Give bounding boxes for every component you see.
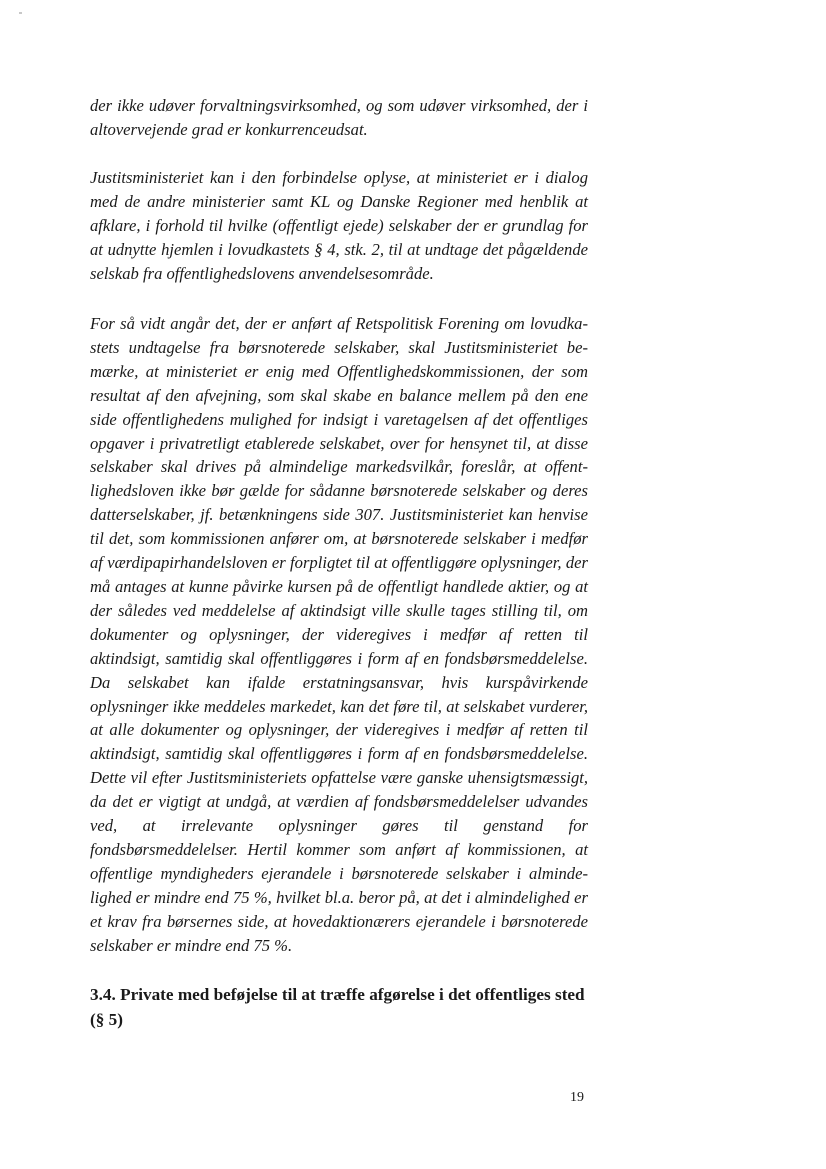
- paragraph-3: For så vidt angår det, der er anført af Retspolitisk Forening om lovudkastets undtagelse fra børsnoterede selskaber, skal Justitsministeriet bemærke, at ministeriet er enig med Offentlighedskommissionen, der som resultat af den afvejning, som skal skabe en balance mellem på den ene side offentlighedens mulighed for indsigt i varetagelsen af det offentliges opgaver i privatretligt etablerede selskabet, over for hensynet til, at disse selskaber skal drives på almindelige markedsvilkår, foreslår, at offentlighedsloven ikke bør gælde for sådanne børsnoterede selskaber og deres datterselskaber, jf. betænkningens side 307. Justitsministeriet kan henvise til det, som kommissionen anfører om, at børsnoterede selskaber i medfør af værdipapirhandelsloven er forpligtet til at offentliggøre oplysninger, der må antages at kunne påvirke kursen på de offentligt handlede aktier, og at der således ved meddelelse af aktindsigt ville skulle tages stilling til, om dokumenter og oplysninger, der videregives i medfør af retten til aktindsigt, samtidig skal offentliggøres i form af en fondsbørsmeddelelse. Da selskabet kan ifalde erstatningsansvar, hvis kurspåvirkende oplysninger ikke meddeles markedet, kan det føre til, at selskabet vurderer, at alle dokumenter og oplysninger, der videregives i medfør af retten til aktindsigt, samtidig skal offentliggøres i form af en fondsbørsmeddelelse. Dette vil efter Justitsministeriets opfattelse være ganske uhensigtsmæssigt, da det er vigtigt at undgå, at værdien af fondsbørsmeddelelser udvandes ved, at irrelevante oplysninger gøres til genstand for fondsbørsmeddelelser. Hertil kommer som anført af kommissionen, at offentlige myndigheders ejerandele i børsnoterede selskaber i almindelighed er mindre end 75 %, hvilket bl.a. beror på, at det i almindelighed er et krav fra børsernes side, at hovedaktionærers ejerandele i børsnoterede selskaber er mindre end 75 %.: [90, 314, 588, 955]
- page-number: 19: [570, 1090, 584, 1105]
- paragraph-2: Justitsministeriet kan i den forbindelse oplyse, at ministeriet er i dialog med de andre ministerier samt KL og Danske Regioner med henblik at afklare, i forhold til hvilke (offentligt ejede) selskaber der er grundlag for at udnytte hjemlen i lovudkastets § 4, stk. 2, til at undtage det pågældende selskab fra offentlighedslovens anvendelsesområde.: [90, 168, 588, 283]
- scan-speck: [19, 12, 22, 14]
- section-heading: 3.4. Private med beføjelse til at træffe afgørelse i det offentliges sted (§ 5): [90, 985, 585, 1029]
- paragraph-1: der ikke udøver forvaltningsvirksomhed, og som udøver virksomhed, der i altovervejende grad er konkurrenceudsat.: [90, 96, 588, 139]
